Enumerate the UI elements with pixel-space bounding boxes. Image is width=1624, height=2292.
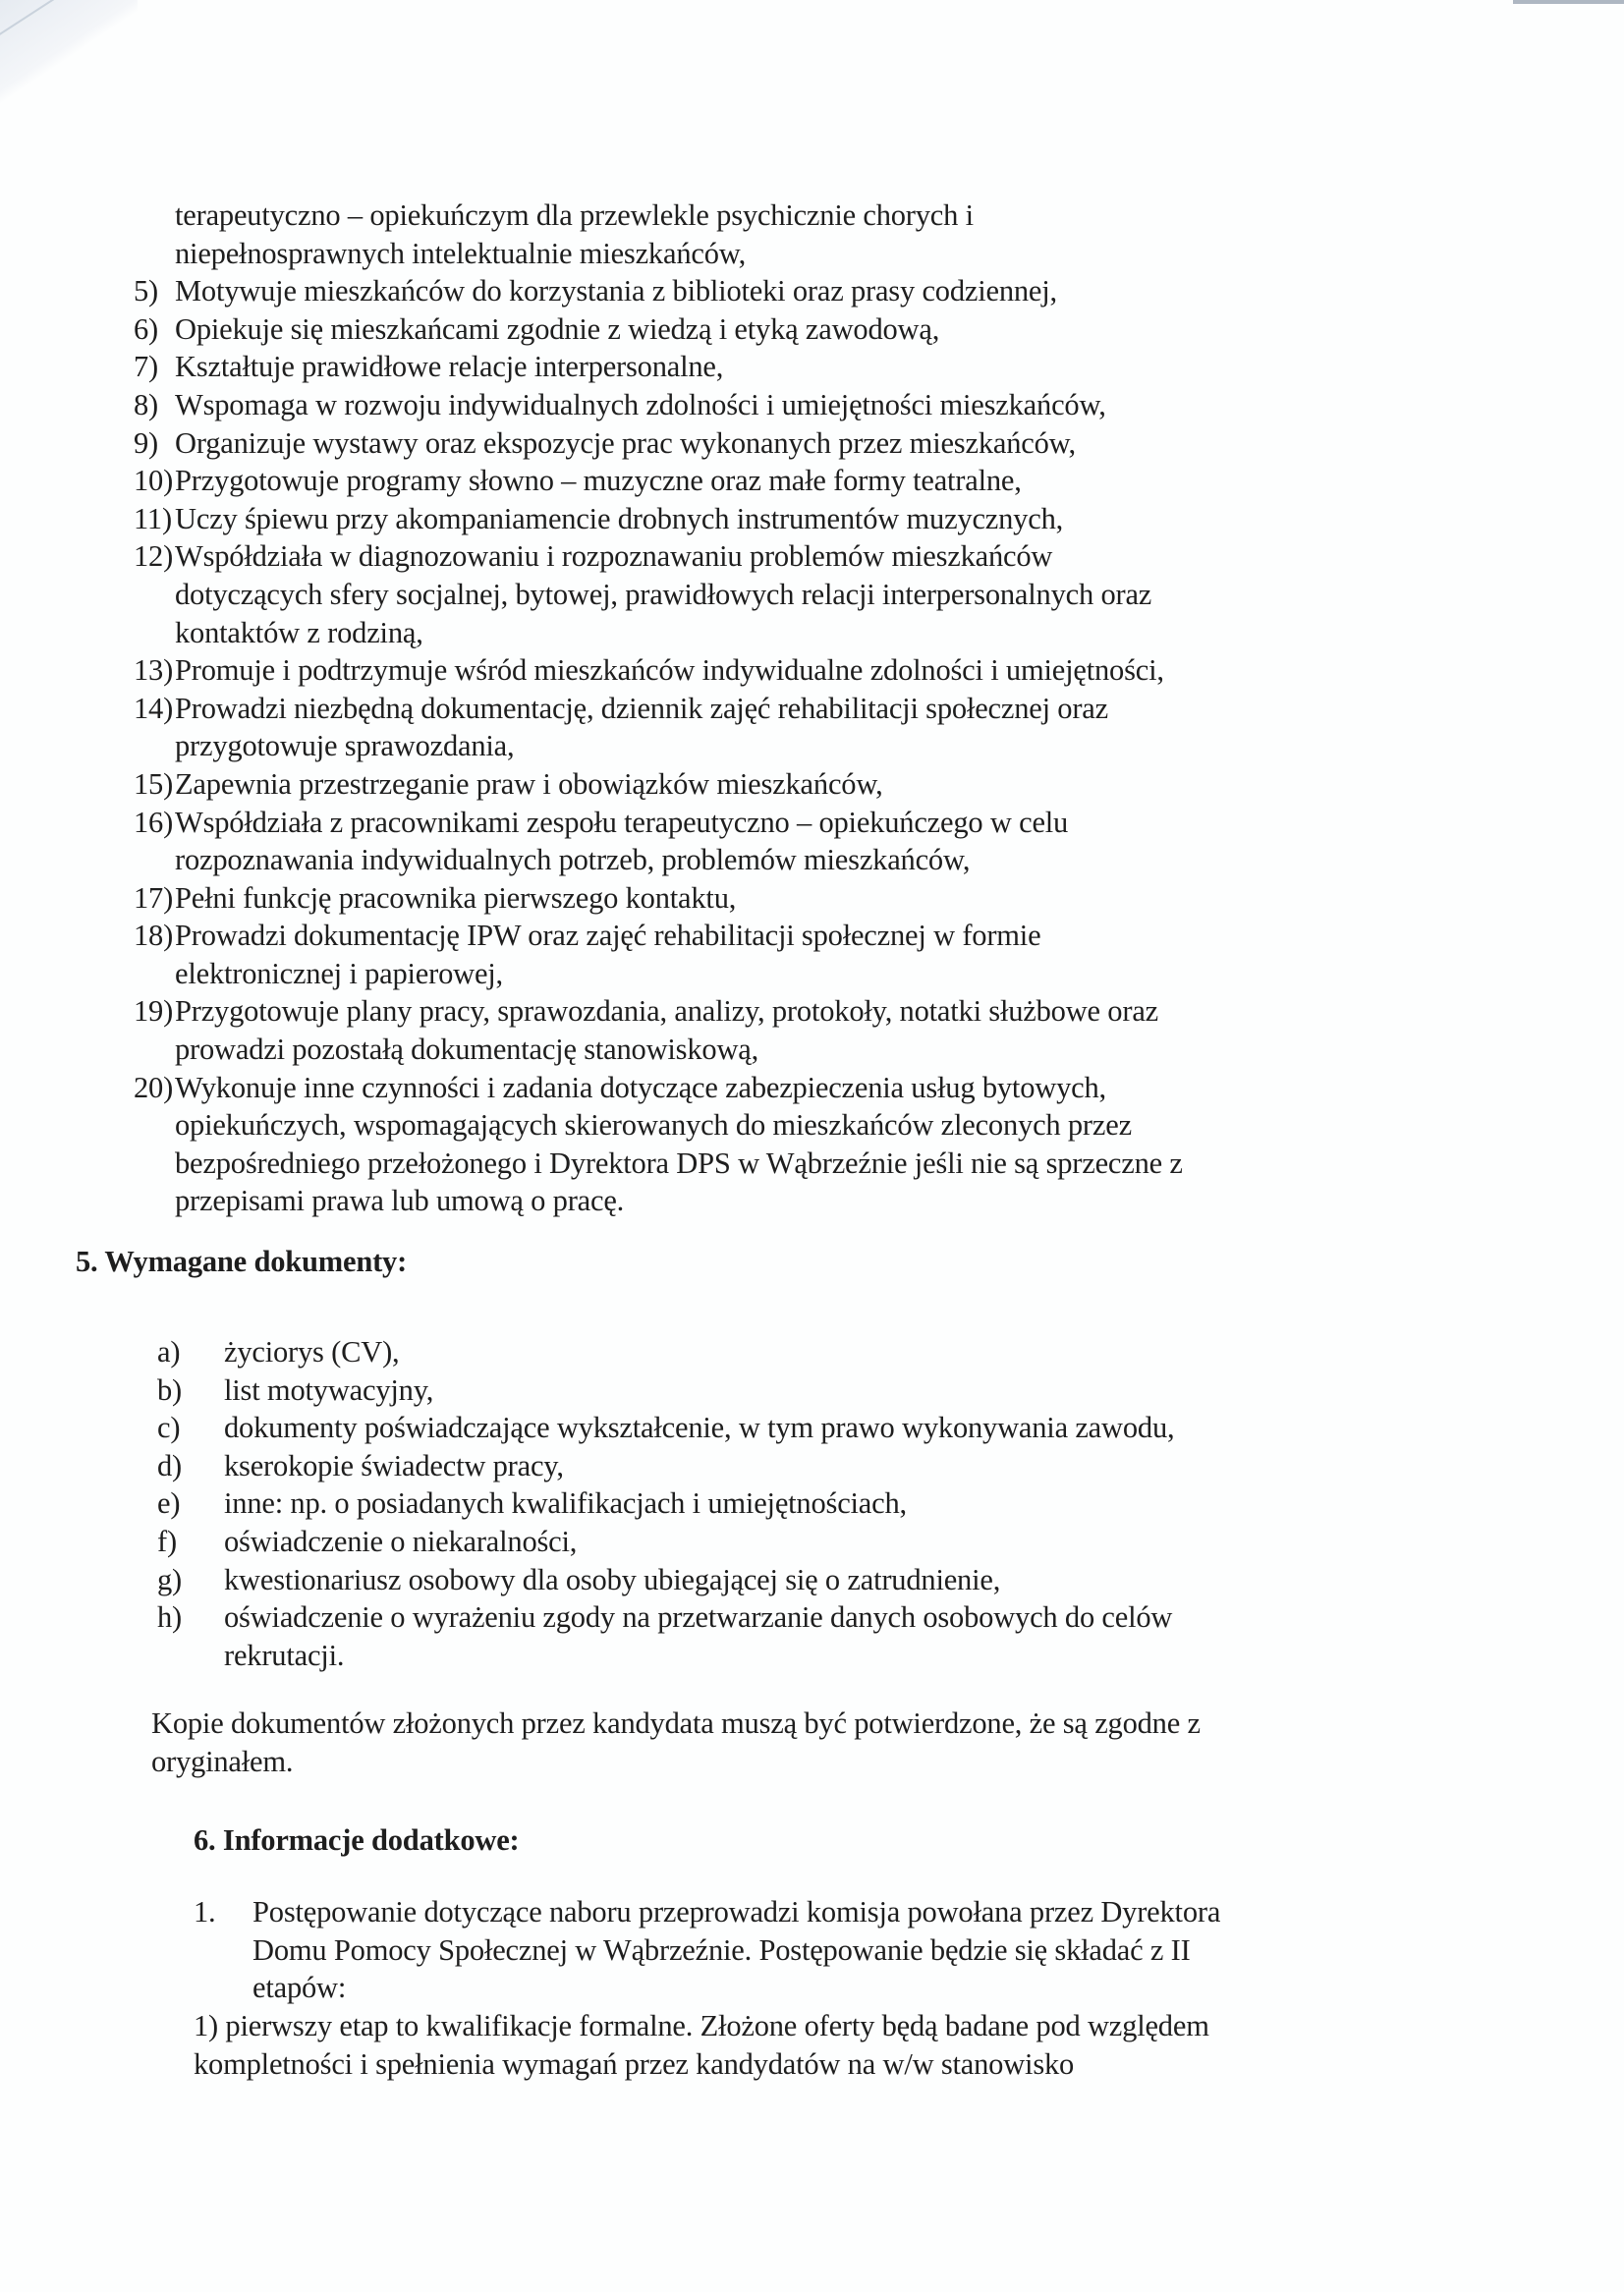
duty-item — [134, 690, 1509, 765]
document-item-letter: b) — [157, 1372, 183, 1407]
duty-item — [134, 386, 1509, 424]
document-item-body — [224, 1333, 1474, 1371]
document-item-letter: f) — [157, 1524, 177, 1558]
documents-note-line: Kopie dokumentów złożonych przez kandydata muszą być potwierdzone, że są zgodne z — [151, 1706, 1201, 1740]
document-item-text: list motywacyjny, — [224, 1372, 434, 1407]
duty-item-body — [175, 992, 1509, 1068]
document-item-body — [224, 1447, 1474, 1485]
duty-item-text: Organizuje wystawy oraz ekspozycje prac wykonanych przez mieszkańców, — [175, 425, 1076, 460]
duties-list — [134, 196, 1509, 1220]
document-item — [157, 1523, 1474, 1561]
info-item-row — [194, 1893, 1471, 2007]
duty-item-text: Zapewnia przestrzeganie praw i obowiązków mieszkańców, — [175, 766, 883, 801]
duty-item-text: Prowadzi dokumentację IPW oraz zajęć rehabilitacji społecznej w formie — [175, 919, 1041, 953]
info-item — [194, 1893, 1471, 2007]
document-item — [157, 1561, 1474, 1599]
duty-item — [134, 424, 1509, 463]
document-item-letter: d) — [157, 1448, 183, 1482]
duty-item-body — [175, 348, 1509, 386]
document-item-letter: a) — [157, 1335, 181, 1369]
duty-item-number: 10) — [134, 464, 174, 498]
duty-item-number: 13) — [134, 653, 174, 688]
duty-item-text: Kształtuje prawidłowe relacje interpersonalne, — [175, 350, 724, 384]
duty-item-text: Pełni funkcję pracownika pierwszego kontaktu, — [175, 880, 737, 915]
documents-note-line: oryginałem. — [151, 1744, 294, 1778]
duty-item-text: dotyczących sfery socjalnej, bytowej, prawidłowych relacji interpersonalnych oraz — [175, 577, 1152, 611]
document-item-letter: h) — [157, 1600, 183, 1635]
document-item-text: kserokopie świadectw pracy, — [224, 1448, 564, 1482]
duty-item — [134, 765, 1509, 804]
stage-description — [194, 2007, 1471, 2083]
duty-continuation-line: terapeutyczno – opiekuńczym dla przewlekle psychicznie chorych i — [175, 198, 974, 232]
duty-item-number: 9) — [134, 425, 159, 460]
document-item-letter: g) — [157, 1562, 183, 1596]
duty-item — [134, 462, 1509, 500]
duty-item-number: 20) — [134, 1070, 174, 1104]
duty-item-text: Uczy śpiewu przy akompaniamencie drobnych instrumentów muzycznych, — [175, 501, 1064, 535]
document-item-body — [224, 1598, 1474, 1674]
duty-item — [134, 310, 1509, 349]
document-item-text: kwestionariusz osobowy dla osoby ubiegającej się o zatrudnienie, — [224, 1562, 1001, 1596]
document-item-body — [224, 1371, 1474, 1410]
info-item-text: etapów: — [252, 1971, 347, 2005]
duty-item-text: Przygotowuje programy słowno – muzyczne oraz małe formy teatralne, — [175, 464, 1022, 498]
duty-item-body — [175, 651, 1509, 690]
document-item-letter: e) — [157, 1486, 181, 1521]
document-item-text: inne: np. o posiadanych kwalifikacjach i umiejętnościach, — [224, 1486, 907, 1521]
duty-item-number: 6) — [134, 311, 159, 346]
document-item — [157, 1447, 1474, 1485]
duty-item-body — [175, 804, 1509, 879]
duty-item-body — [175, 879, 1509, 918]
document-item-text: rekrutacji. — [224, 1638, 345, 1672]
duty-item — [134, 992, 1509, 1068]
document-item — [157, 1484, 1474, 1523]
duty-item-text: kontaktów z rodziną, — [175, 615, 423, 649]
duty-item-text: Prowadzi niezbędną dokumentację, dziennik zajęć rehabilitacji społecznej oraz — [175, 691, 1108, 725]
document-item-text: oświadczenie o niekaralności, — [224, 1524, 578, 1558]
duty-item — [134, 348, 1509, 386]
document-item-body — [224, 1561, 1474, 1599]
duty-item-text: opiekuńczych, wspomagających skierowanych do mieszkańców zleconych przez — [175, 1108, 1132, 1143]
duty-item-number: 11) — [134, 501, 172, 535]
document-item — [157, 1333, 1474, 1371]
duty-item-number: 7) — [134, 350, 159, 384]
duty-item-text: bezpośredniego przełożonego i Dyrektora DPS w Wąbrzeźnie jeśli nie są sprzeczne z — [175, 1146, 1183, 1180]
duty-item-body — [175, 424, 1509, 463]
duty-item-text: Opiekuje się mieszkańcami zgodnie z wiedzą i etyką zawodową, — [175, 311, 940, 346]
required-documents-list — [157, 1333, 1474, 1674]
duty-item-number: 8) — [134, 387, 159, 421]
duty-item — [134, 879, 1509, 918]
scan-edge-artifact — [1513, 0, 1624, 4]
info-item-body — [252, 1893, 1471, 2007]
duty-item — [134, 537, 1509, 651]
duty-item — [134, 651, 1509, 690]
duty-item-body — [175, 272, 1509, 310]
document-item-body — [224, 1409, 1474, 1447]
documents-note — [151, 1705, 1468, 1780]
duty-item — [134, 1069, 1509, 1220]
folded-corner-artifact — [0, 0, 138, 108]
duty-item-number: 19) — [134, 994, 174, 1029]
duty-item-body — [175, 310, 1509, 349]
document-item-letter: c) — [157, 1411, 181, 1445]
duty-item-number: 5) — [134, 274, 159, 308]
duty-item-text: prowadzi pozostałą dokumentację stanowiskową, — [175, 1033, 759, 1067]
duty-item — [134, 917, 1509, 992]
duty-item-number: 15) — [134, 766, 174, 801]
section-heading: 5. Wymagane dokumenty: — [76, 1245, 408, 1278]
duty-item-text: Promuje i podtrzymuje wśród mieszkańców indywidualne zdolności i umiejętności, — [175, 653, 1164, 688]
duty-item-text: Motywuje mieszkańców do korzystania z biblioteki oraz prasy codziennej, — [175, 274, 1057, 308]
duty-item — [134, 272, 1509, 310]
duty-item-body — [175, 462, 1509, 500]
duty-item-number: 17) — [134, 880, 174, 915]
duty-item — [134, 500, 1509, 538]
info-item-text: Domu Pomocy Społecznej w Wąbrzeźnie. Postępowanie będzie się składać z II — [252, 1932, 1191, 1967]
stage-text: kompletności i spełnienia wymagań przez kandydatów na w/w stanowisko — [194, 2046, 1075, 2081]
document-item — [157, 1371, 1474, 1410]
duty-item-text: elektronicznej i papierowej, — [175, 956, 503, 990]
duty-item-number: 12) — [134, 539, 174, 574]
document-item-body — [224, 1523, 1474, 1561]
duty-item-text: przepisami prawa lub umową o pracę. — [175, 1184, 625, 1218]
document-item-text: życiorys (CV), — [224, 1335, 400, 1369]
duty-item-text: rozpoznawania indywidualnych potrzeb, problemów mieszkańców, — [175, 843, 971, 877]
document-item-body — [224, 1484, 1474, 1523]
duty-item-body — [175, 500, 1509, 538]
document-item-text: oświadczenie o wyrażeniu zgody na przetwarzanie danych osobowych do celów — [224, 1600, 1173, 1635]
duty-item-body — [175, 917, 1509, 992]
info-item-text: Postępowanie dotyczące naboru przeprowadzi komisja powołana przez Dyrektora — [252, 1895, 1221, 1929]
info-item-number: 1. — [194, 1895, 216, 1929]
duty-item-number: 14) — [134, 691, 174, 725]
duty-item-text: Współdziała w diagnozowaniu i rozpoznawaniu problemów mieszkańców — [175, 539, 1053, 574]
duty-item-number: 16) — [134, 805, 174, 839]
document-item — [157, 1409, 1474, 1447]
duty-item-text: Współdziała z pracownikami zespołu terapeutyczno – opiekuńczego w celu — [175, 805, 1069, 839]
duty-item-body — [175, 765, 1509, 804]
duty-item-text: Wykonuje inne czynności i zadania dotyczące zabezpieczenia usług bytowych, — [175, 1070, 1106, 1104]
document-item — [157, 1598, 1474, 1674]
duty-continuation-line: niepełnosprawnych intelektualnie mieszkańców, — [175, 236, 747, 270]
duty-item-number: 18) — [134, 919, 174, 953]
duty-item-text: Przygotowuje plany pracy, sprawozdania, analizy, protokoły, notatki służbowe oraz — [175, 994, 1158, 1029]
duty-item-text: przygotowuje sprawozdania, — [175, 729, 515, 763]
duty-item-body — [175, 537, 1509, 651]
duty-item-body — [175, 1069, 1509, 1220]
duty-item — [134, 804, 1509, 879]
document-item-text: dokumenty poświadczające wykształcenie, w tym prawo wykonywania zawodu, — [224, 1411, 1175, 1445]
duty-item-body — [175, 690, 1509, 765]
duty-item-text: Wspomaga w rozwoju indywidualnych zdolności i umiejętności mieszkańców, — [175, 387, 1106, 421]
duty-item-body — [175, 386, 1509, 424]
stage-text: 1) pierwszy etap to kwalifikacje formalne. Złożone oferty będą badane pod względem — [194, 2009, 1209, 2042]
section-heading: 6. Informacje dodatkowe: — [194, 1823, 520, 1857]
